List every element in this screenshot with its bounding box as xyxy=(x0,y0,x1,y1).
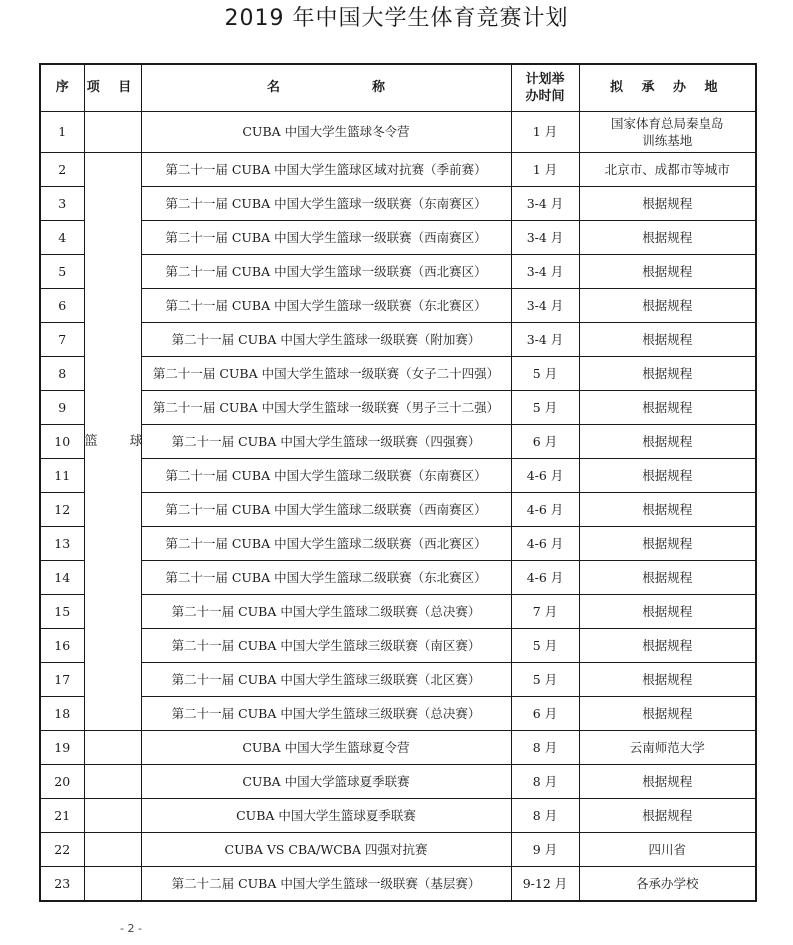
event-time: 6 月 xyxy=(511,425,579,459)
row-index: 10 xyxy=(40,425,84,459)
table-body xyxy=(40,112,756,902)
category-cell xyxy=(84,799,141,833)
event-location: 根据规程 xyxy=(579,527,756,561)
event-time: 9 月 xyxy=(511,833,579,867)
event-time: 8 月 xyxy=(511,765,579,799)
row-index: 15 xyxy=(40,595,84,629)
table-row xyxy=(40,289,756,323)
category-cell xyxy=(84,112,141,153)
event-location: 北京市、成都市等城市 xyxy=(579,153,756,187)
event-location: 根据规程 xyxy=(579,697,756,731)
row-index: 4 xyxy=(40,221,84,255)
row-index: 5 xyxy=(40,255,84,289)
event-name: 第二十一届 CUBA 中国大学生篮球一级联赛（女子二十四强） xyxy=(141,357,511,391)
event-location: 根据规程 xyxy=(579,765,756,799)
event-time: 5 月 xyxy=(511,629,579,663)
event-location: 根据规程 xyxy=(579,663,756,697)
event-time: 3-4 月 xyxy=(511,221,579,255)
row-index: 17 xyxy=(40,663,84,697)
event-name: 第二十一届 CUBA 中国大学生篮球二级联赛（西北赛区） xyxy=(141,527,511,561)
event-name: 第二十一届 CUBA 中国大学生篮球二级联赛（总决赛） xyxy=(141,595,511,629)
event-name: 第二十一届 CUBA 中国大学生篮球一级联赛（西南赛区） xyxy=(141,221,511,255)
row-index: 23 xyxy=(40,867,84,902)
row-index: 11 xyxy=(40,459,84,493)
document-title: 2019 年中国大学生体育竞赛计划 xyxy=(224,6,569,31)
category-cell xyxy=(84,765,141,799)
event-location: 根据规程 xyxy=(579,323,756,357)
header-name-first-char: 名 xyxy=(266,80,280,95)
header-time: 计划举办时间 xyxy=(511,64,579,112)
event-location: 根据规程 xyxy=(579,799,756,833)
table-row xyxy=(40,833,756,867)
event-time: 5 月 xyxy=(511,357,579,391)
event-location: 根据规程 xyxy=(579,357,756,391)
event-time: 4-6 月 xyxy=(511,561,579,595)
table-row xyxy=(40,697,756,731)
table-header-row xyxy=(40,64,756,112)
event-location: 各承办学校 xyxy=(579,867,756,902)
row-index: 12 xyxy=(40,493,84,527)
table-row xyxy=(40,731,756,765)
event-time: 3-4 月 xyxy=(511,323,579,357)
event-time: 1 月 xyxy=(511,153,579,187)
event-time: 1 月 xyxy=(511,112,579,153)
row-index: 9 xyxy=(40,391,84,425)
event-time: 5 月 xyxy=(511,663,579,697)
event-time: 4-6 月 xyxy=(511,527,579,561)
event-name: 第二十一届 CUBA 中国大学生篮球一级联赛（西北赛区） xyxy=(141,255,511,289)
category-cell xyxy=(84,833,141,867)
event-name: 第二十一届 CUBA 中国大学生篮球三级联赛（北区赛） xyxy=(141,663,511,697)
table-row xyxy=(40,493,756,527)
row-index: 6 xyxy=(40,289,84,323)
event-location: 根据规程 xyxy=(579,255,756,289)
event-name: 第二十一届 CUBA 中国大学生篮球二级联赛（东北赛区） xyxy=(141,561,511,595)
category-cell xyxy=(84,867,141,902)
event-name: 第二十一届 CUBA 中国大学生篮球一级联赛（男子三十二强） xyxy=(141,391,511,425)
row-index: 13 xyxy=(40,527,84,561)
event-location: 根据规程 xyxy=(579,459,756,493)
competition-schedule-table xyxy=(39,63,757,902)
event-location: 根据规程 xyxy=(579,561,756,595)
event-name: 第二十一届 CUBA 中国大学生篮球一级联赛（东北赛区） xyxy=(141,289,511,323)
table-row xyxy=(40,221,756,255)
table-row xyxy=(40,629,756,663)
category-cell xyxy=(84,731,141,765)
event-name: 第二十二届 CUBA 中国大学生篮球一级联赛（基层赛） xyxy=(141,867,511,902)
row-index: 21 xyxy=(40,799,84,833)
event-name: CUBA 中国大学篮球夏季联赛 xyxy=(141,765,511,799)
header-location: 拟 承 办 地 xyxy=(579,64,756,112)
row-index: 8 xyxy=(40,357,84,391)
event-name: 第二十一届 CUBA 中国大学生篮球区域对抗赛（季前赛） xyxy=(141,153,511,187)
row-index: 2 xyxy=(40,153,84,187)
event-name: 第二十一届 CUBA 中国大学生篮球三级联赛（总决赛） xyxy=(141,697,511,731)
table-row xyxy=(40,663,756,697)
header-name-second-char: 称 xyxy=(372,80,386,95)
event-time: 9-12 月 xyxy=(511,867,579,902)
event-time: 3-4 月 xyxy=(511,187,579,221)
event-time: 3-4 月 xyxy=(511,255,579,289)
table-row xyxy=(40,595,756,629)
table-row xyxy=(40,391,756,425)
row-index: 22 xyxy=(40,833,84,867)
event-location: 根据规程 xyxy=(579,493,756,527)
table-row xyxy=(40,799,756,833)
event-name: 第二十一届 CUBA 中国大学生篮球一级联赛（东南赛区） xyxy=(141,187,511,221)
table-row xyxy=(40,357,756,391)
table-row xyxy=(40,527,756,561)
event-location: 根据规程 xyxy=(579,289,756,323)
row-index: 18 xyxy=(40,697,84,731)
row-index: 7 xyxy=(40,323,84,357)
table-row xyxy=(40,187,756,221)
event-name: 第二十一届 CUBA 中国大学生篮球一级联赛（附加赛） xyxy=(141,323,511,357)
header-name xyxy=(141,64,511,112)
event-name: CUBA 中国大学生篮球冬令营 xyxy=(141,112,511,153)
event-time: 3-4 月 xyxy=(511,289,579,323)
event-location: 根据规程 xyxy=(579,221,756,255)
event-location: 四川省 xyxy=(579,833,756,867)
event-name: CUBA 中国大学生篮球夏季联赛 xyxy=(141,799,511,833)
event-location: 云南师范大学 xyxy=(579,731,756,765)
row-index: 19 xyxy=(40,731,84,765)
event-time: 5 月 xyxy=(511,391,579,425)
row-index: 14 xyxy=(40,561,84,595)
event-time: 8 月 xyxy=(511,731,579,765)
row-index: 20 xyxy=(40,765,84,799)
row-index: 1 xyxy=(40,112,84,153)
row-index: 3 xyxy=(40,187,84,221)
event-name: 第二十一届 CUBA 中国大学生篮球三级联赛（南区赛） xyxy=(141,629,511,663)
event-location: 根据规程 xyxy=(579,595,756,629)
event-time: 6 月 xyxy=(511,697,579,731)
event-location: 根据规程 xyxy=(579,425,756,459)
event-name: 第二十一届 CUBA 中国大学生篮球二级联赛（东南赛区） xyxy=(141,459,511,493)
event-time: 4-6 月 xyxy=(511,459,579,493)
event-location: 根据规程 xyxy=(579,187,756,221)
event-time: 7 月 xyxy=(511,595,579,629)
table-row xyxy=(40,459,756,493)
row-index: 16 xyxy=(40,629,84,663)
event-time: 4-6 月 xyxy=(511,493,579,527)
event-location: 国家体育总局秦皇岛训练基地 xyxy=(579,112,756,153)
table-row xyxy=(40,255,756,289)
table-row xyxy=(40,867,756,902)
category-cell-basketball: 篮 球 xyxy=(84,153,141,731)
table-row xyxy=(40,561,756,595)
table-row xyxy=(40,153,756,187)
table-row xyxy=(40,112,756,153)
event-location: 根据规程 xyxy=(579,629,756,663)
event-name: CUBA 中国大学生篮球夏令营 xyxy=(141,731,511,765)
event-time: 8 月 xyxy=(511,799,579,833)
event-name: 第二十一届 CUBA 中国大学生篮球一级联赛（四强赛） xyxy=(141,425,511,459)
event-location: 根据规程 xyxy=(579,391,756,425)
page-number: - 2 - xyxy=(120,922,142,935)
table-row xyxy=(40,765,756,799)
header-index: 序 xyxy=(40,64,84,112)
header-project: 项 目 xyxy=(84,64,141,112)
event-name: 第二十一届 CUBA 中国大学生篮球二级联赛（西南赛区） xyxy=(141,493,511,527)
table-row xyxy=(40,323,756,357)
event-name: CUBA VS CBA/WCBA 四强对抗赛 xyxy=(141,833,511,867)
